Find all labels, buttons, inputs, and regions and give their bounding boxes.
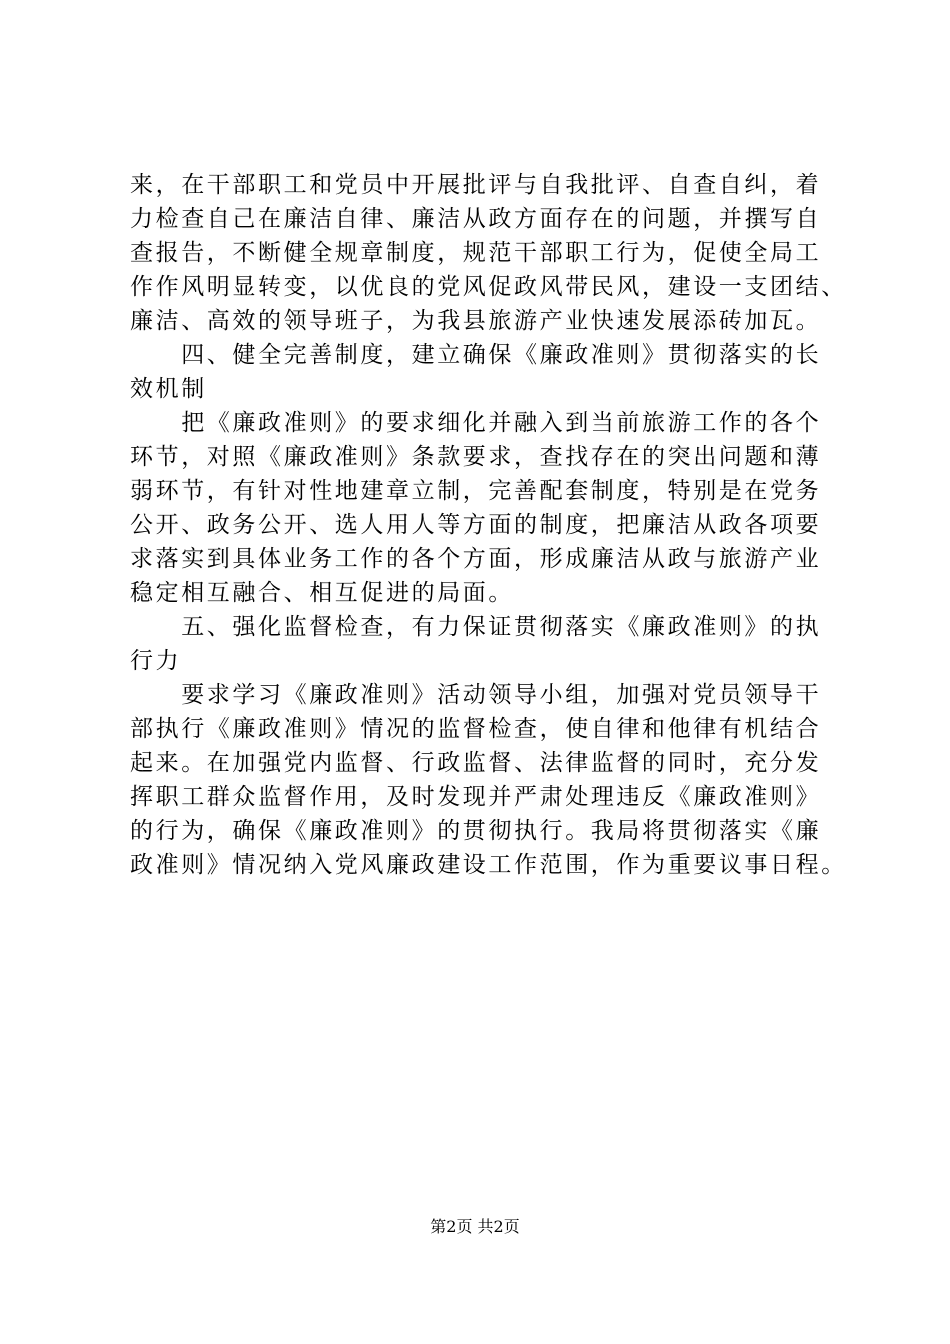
section-heading-4-cont: 效机制 [130, 376, 207, 402]
text-line: 力检查自己在廉洁自律、廉洁从政方面存在的问题，并撰写自 [130, 206, 822, 232]
text-line: 公开、政务公开、选人用人等方面的制度，把廉洁从政各项要 [130, 512, 822, 538]
text-line: 稳定相互融合、相互促进的局面。 [130, 580, 514, 606]
text-line: 查报告，不断健全规章制度，规范干部职工行为，促使全局工 [130, 240, 822, 266]
section-heading-5: 五、强化监督检查，有力保证贯彻落实《廉政准则》的执 [130, 614, 822, 640]
text-line: 政准则》情况纳入党风廉政建设工作范围，作为重要议事日程。 [130, 852, 847, 878]
section-heading-4: 四、健全完善制度，建立确保《廉政准则》贯彻落实的长 [130, 342, 822, 368]
section-heading-5-cont: 行力 [130, 648, 182, 674]
page-footer [0, 1216, 950, 1238]
text-line: 环节，对照《廉政准则》条款要求，查找存在的突出问题和薄 [130, 444, 822, 470]
text-line: 弱环节，有针对性地建章立制，完善配套制度，特别是在党务 [130, 478, 822, 504]
text-line: 要求学习《廉政准则》活动领导小组，加强对党员领导干 [130, 682, 822, 708]
text-line: 求落实到具体业务工作的各个方面，形成廉洁从政与旅游产业 [130, 546, 822, 572]
text-line: 把《廉政准则》的要求细化并融入到当前旅游工作的各个 [130, 410, 822, 436]
text-line: 作作风明显转变，以优良的党风促政风带民风，建设一支团结、 [130, 274, 847, 300]
text-line: 挥职工群众监督作用，及时发现并严肃处理违反《廉政准则》 [130, 784, 822, 810]
text-line: 起来。在加强党内监督、行政监督、法律监督的同时，充分发 [130, 750, 822, 776]
text-line: 部执行《廉政准则》情况的监督检查，使自律和他律有机结合 [130, 716, 822, 742]
document-body [130, 168, 850, 882]
text-line: 来，在干部职工和党员中开展批评与自我批评、自查自纠，着 [130, 172, 822, 198]
text-line: 廉洁、高效的领导班子，为我县旅游产业快速发展添砖加瓦。 [130, 308, 822, 334]
text-line: 的行为，确保《廉政准则》的贯彻执行。我局将贯彻落实《廉 [130, 818, 822, 844]
page-number: 第2页 共2页 [430, 1217, 520, 1236]
